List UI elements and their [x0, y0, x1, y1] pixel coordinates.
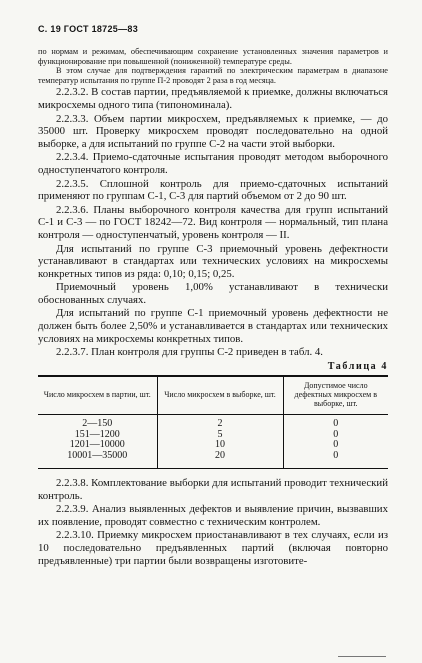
cell-allowed-defects: 0: [283, 430, 388, 441]
paragraph-2-2-3-8: 2.2.3.8. Комплектование выборки для испытаний проводит технический контроль.: [38, 477, 388, 502]
paragraph-2-2-3-5: 2.2.3.5. Сплошной контроль для приемо-сдаточных испытаний применяют по группам С-1, С-3 для партий объемом от 2 до 90 шт.: [38, 177, 388, 203]
table-header-row: [38, 376, 388, 415]
cell-batch-size: 1201—10000: [69, 439, 125, 451]
header-batch-size: Число микросхем в партии, шт.: [38, 376, 157, 415]
after-table-section: [38, 477, 388, 567]
paragraph-2-2-3-6: 2.2.3.6. Планы выборочного контроля качества для групп испытаний С-1 и С-3 — по ГОСТ 18242—72. Вид контроля — нормальный, тип плана контроля — одноступенчатый, уровень контроля — II.: [38, 203, 388, 241]
paragraph-2-2-3-10: 2.2.3.10. Приемку микросхем приостанавливают в тех случаях, если из 10 последовательно предъявленных партий (включая повторно предъявленные) три партии были возвращены изготовите-: [38, 529, 388, 567]
page-bottom-rule: [338, 656, 386, 657]
table-caption: Таблица 4: [327, 360, 388, 372]
table-row: [38, 414, 388, 429]
page-header: С. 19 ГОСТ 18725—83: [38, 24, 139, 34]
cell-sample-size: 20: [157, 451, 283, 468]
intro-paragraph: В этом случае для подтверждения гарантий по электрическим параметрам в диапазоне температур испытания по группе П-2 проводят 2 раза в год месяца.: [38, 66, 388, 85]
paragraph-acceptance-level: Приемочный уровень 1,00% устанавливают в технически обоснованных случаях.: [38, 281, 388, 306]
cell-allowed-defects: 0: [283, 451, 388, 468]
paragraph-2-2-3-7: 2.2.3.7. План контроля для группы С-2 приведен в табл. 4.: [56, 346, 323, 359]
paragraph-c1-defect-level: Для испытаний по группе С-1 приемочный уровень дефектности не должен быть более 2,50% и устанавливается в стандартах или технических условиях на микросхемы конкретных типов.: [38, 307, 388, 345]
table-row: [38, 451, 388, 468]
paragraph-2-2-3-9: 2.2.3.9. Анализ выявленных дефектов и выявление причин, вызвавших их появление, проводят совместно с техническим контролем.: [38, 503, 388, 528]
header-allowed-defects: Допустимое число дефектных микросхем в выборке, шт.: [283, 376, 388, 415]
control-plan-table: [38, 375, 388, 469]
cell-batch-size: 151—1200: [74, 428, 120, 440]
intro-paragraph: по нормам и режимам, обеспечивающим сохранение установленных значения параметров и функционирование при повышенной (пониженной) температуре среды.: [38, 47, 388, 66]
paragraph-2-2-3-3: 2.2.3.3. Объем партии микросхем, предъявляемых к приемке, — до 35000 шт. Проверку микросхем проводят последовательно на одной выборке, а для испытаний по группе С-2 на части этой выборки.: [38, 112, 388, 150]
cell-sample-size: 10: [157, 440, 283, 451]
header-sample-size: Число микросхем в выборке, шт.: [157, 376, 283, 415]
cell-sample-size: 2: [157, 414, 283, 429]
paragraph-2-2-3-2: 2.2.3.2. В состав партии, предъявляемой к приемке, должны включаться микросхемы одного типа (типономинала).: [38, 86, 388, 111]
cell-allowed-defects: 0: [283, 414, 388, 429]
cell-sample-size: 5: [157, 430, 283, 441]
cell-batch-size: 2—150: [82, 417, 113, 429]
paragraph-2-2-3-4: 2.2.3.4. Приемо-сдаточные испытания проводят методом выборочного одноступенчатого контроля.: [38, 151, 388, 176]
paragraph-c3-defect-level: Для испытаний по группе С-3 приемочный уровень дефектности устанавливают в стандартах или технических условиях на микросхемы конкретных типов из ряда: 0,10; 0,15; 0,25.: [38, 242, 388, 280]
cell-allowed-defects: 0: [283, 440, 388, 451]
cell-batch-size: 10001—35000: [38, 451, 157, 468]
